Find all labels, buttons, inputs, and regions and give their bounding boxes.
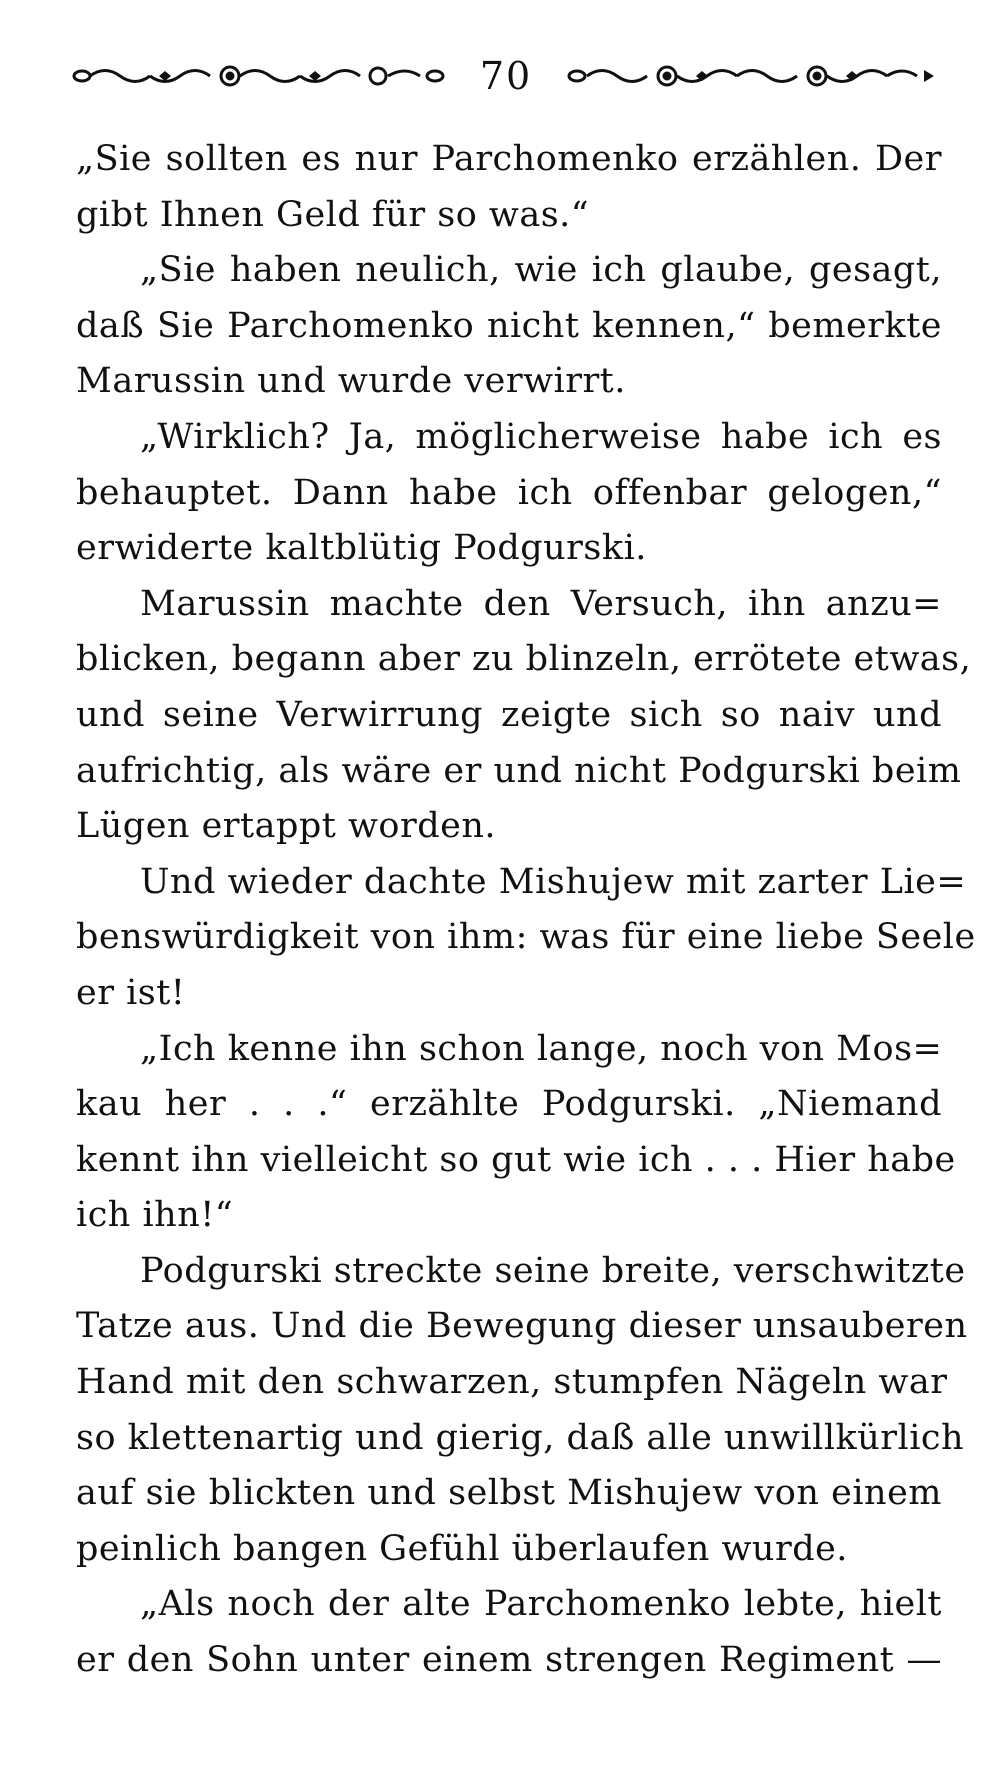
text-line: „Sie sollten es nur Parchomenko erzählen. Der [76, 139, 942, 179]
text-line: er ist! [76, 972, 186, 1013]
ornament-right-icon [562, 61, 942, 91]
text-line: blicken, begann aber zu blinzeln, errötete etwas, [76, 639, 972, 680]
text-line: und seine Verwirrung zeigte sich so naiv und [76, 694, 942, 735]
text-line: benswürdigkeit von ihm: was für eine liebe Seele [76, 917, 976, 958]
page-number: 70 [479, 54, 533, 98]
text-line: erwiderte kaltblütig Podgurski. [76, 528, 647, 569]
text-line: kau her . . .“ erzählte Podgurski. „Niemand [76, 1084, 942, 1125]
text-line: Hand mit den schwarzen, stumpfen Nägeln war [76, 1362, 948, 1403]
text-line: Podgurski streckte seine breite, verschwitzte [140, 1250, 966, 1291]
text-line: „Als noch der alte Parchomenko lebte, hielt [140, 1584, 942, 1625]
body-text [76, 132, 976, 1689]
text-line: behauptet. Dann habe ich offenbar gelogen,“ [76, 472, 942, 513]
text-line: peinlich bangen Gefühl überlaufen wurde. [76, 1528, 848, 1569]
text-line: er den Sohn unter einem strengen Regiment — [76, 1640, 942, 1681]
text-line: aufrichtig, als wäre er und nicht Podgurski beim [76, 750, 962, 791]
text-line: so klettenartig und gierig, daß alle unwillkürlich [76, 1417, 965, 1458]
page-header [70, 46, 942, 106]
text-line: Und wieder dachte Mishujew mit zarter Lie= [140, 861, 967, 902]
text-line: Marussin machte den Versuch, ihn anzu= [140, 583, 942, 624]
ornament-left-icon [70, 61, 450, 91]
text-line: „Sie haben neulich, wie ich glaube, gesagt, [140, 250, 942, 291]
text-line: Marussin und wurde verwirrt. [76, 361, 626, 402]
text-line: „Ich kenne ihn schon lange, noch von Mos= [140, 1028, 943, 1069]
text-line: gibt Ihnen Geld für so was.“ [76, 194, 590, 235]
text-line: „Wirklich? Ja, möglicherweise habe ich es [140, 416, 942, 457]
text-line: auf sie blickten und selbst Mishujew von einem [76, 1473, 942, 1514]
text-line: Tatze aus. Und die Bewegung dieser unsauberen [76, 1306, 968, 1347]
text-line: Lügen ertappt worden. [76, 806, 496, 847]
text-line: ich ihn!“ [76, 1195, 234, 1236]
text-line: daß Sie Parchomenko nicht kennen,“ bemerkte [76, 305, 942, 346]
text-line: kennt ihn vielleicht so gut wie ich . . . Hier habe [76, 1139, 956, 1180]
